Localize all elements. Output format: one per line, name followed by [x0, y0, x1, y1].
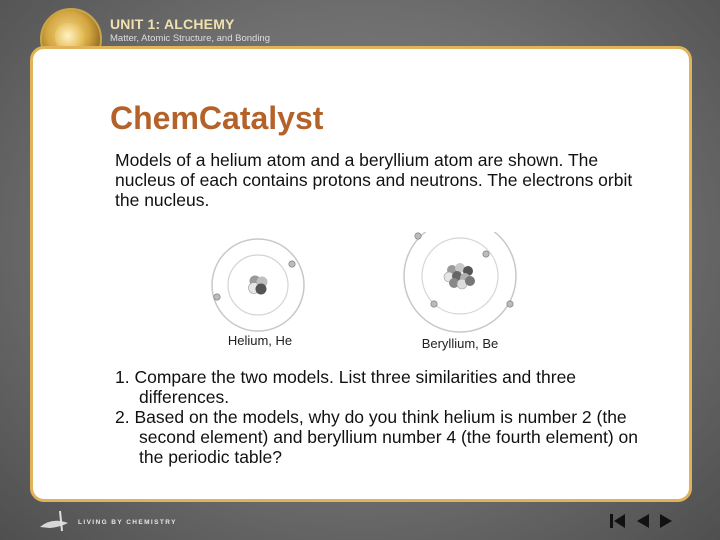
next-slide-icon: [660, 514, 672, 528]
beryllium-atom-model: [398, 232, 522, 344]
beryllium-electron: [483, 251, 489, 257]
question-list: [115, 367, 655, 467]
figure-icon: [60, 511, 62, 531]
beryllium-electron: [507, 301, 513, 307]
beryllium-electron: [431, 301, 437, 307]
helium-atom-model: [200, 238, 320, 338]
helium-electron: [214, 294, 220, 300]
first-slide-button[interactable]: [608, 512, 628, 530]
footer-brand-text: LIVING BY CHEMISTRY: [78, 519, 177, 526]
helium-label: Helium, He: [227, 333, 293, 348]
unit-title: UNIT 1: ALCHEMY: [110, 16, 235, 32]
swoosh-icon: [40, 521, 68, 528]
beryllium-electron: [415, 233, 421, 239]
beryllium-label: Beryllium, Be: [421, 336, 499, 351]
previous-slide-button[interactable]: [633, 512, 653, 530]
next-slide-button[interactable]: [656, 512, 676, 530]
previous-slide-icon: [637, 514, 649, 528]
helium-electron: [289, 261, 295, 267]
first-slide-icon: [610, 514, 613, 528]
question-item: 2. Based on the models, why do you think helium is number 2 (the second element) and beryllium number 4 (the fourth element) on the periodic table?: [115, 407, 639, 467]
intro-text: Models of a helium atom and a beryllium atom are shown. The nucleus of each contains protons and neutrons. The electrons orbit the nucleus.: [115, 150, 633, 210]
question-item: 1. Compare the two models. List three similarities and three differences.: [115, 367, 577, 407]
helium-nucleon: [256, 284, 267, 295]
beryllium-nucleon: [465, 276, 475, 286]
unit-subtitle: Matter, Atomic Structure, and Bonding: [110, 33, 271, 44]
slide-title: ChemCatalyst: [110, 100, 324, 136]
